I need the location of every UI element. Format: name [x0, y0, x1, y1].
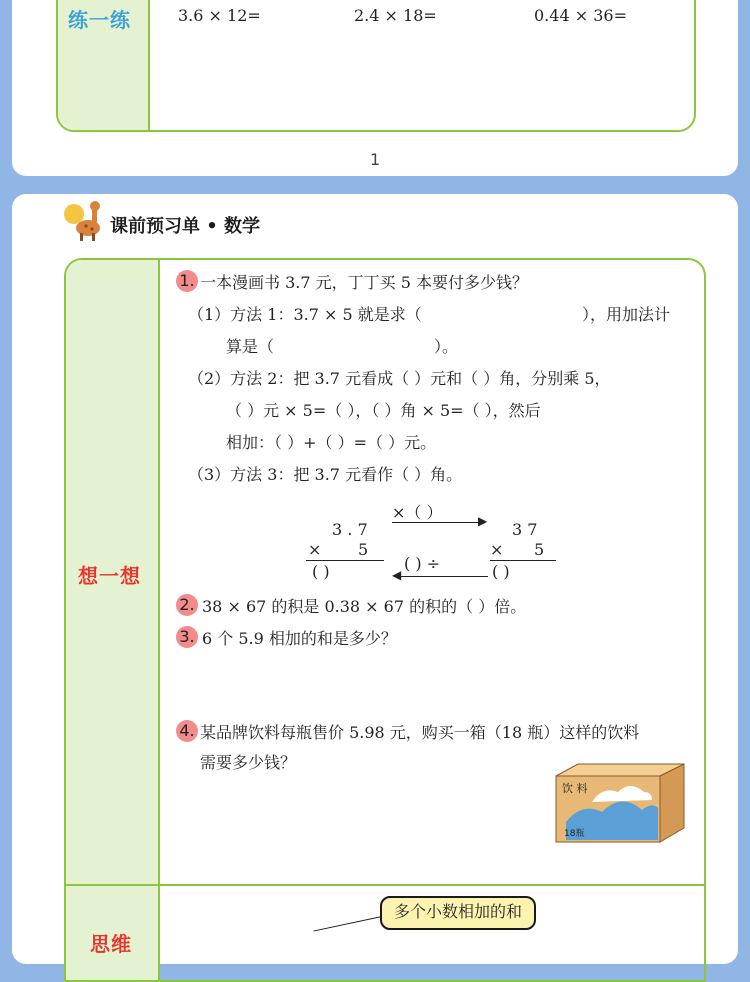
calc-right-top: 3 7: [512, 520, 538, 539]
exercise-2: 2.4 × 18=: [354, 6, 437, 25]
question-2-number: 2.: [176, 594, 198, 616]
q1-method1-line2: 算是（: [226, 337, 275, 356]
arrow-right-icon: ▶: [478, 514, 488, 528]
calc-left-rule: [306, 560, 384, 561]
giraffe-mascot-icon: [62, 200, 106, 242]
question-1-text: 一本漫画书 3.7 元，丁丁买 5 本要付多少钱？: [200, 273, 528, 292]
question-3-text: 6 个 5.9 相加的和是多少？: [202, 629, 397, 648]
calc-left-top: 3 . 7: [332, 520, 368, 539]
question-4-text-line1: 某品牌饮料每瓶售价 5.98 元，购买一箱（18 瓶）这样的饮料: [200, 723, 640, 742]
question-2-text: 38 × 67 的积是 0.38 × 67 的积的（ ）倍。: [202, 597, 527, 616]
drink-box-count: 18瓶: [564, 829, 585, 839]
calc-left-five: 5: [358, 540, 369, 559]
calc-right-result: ( ): [492, 562, 510, 581]
calc-right-rule: [490, 560, 556, 561]
question-4-text-line2: 需要多少钱？: [200, 753, 297, 772]
summary-bubble: 多个小数相加的和: [380, 896, 536, 930]
question-3-number: 3.: [176, 626, 198, 648]
question-1-number: 1.: [176, 270, 198, 292]
exercise-1: 3.6 × 12=: [178, 6, 261, 25]
drink-box-label: 饮 料: [562, 782, 588, 795]
think-label-column: [66, 260, 158, 980]
page-one: [12, 0, 738, 176]
q1-method2-line1: （2）方法 2：把 3.7 元看成（ ）元和（ ）角，分别乘 5，: [188, 369, 611, 388]
think-label: 想一想: [78, 564, 141, 588]
practice-box: [56, 0, 696, 132]
calc-arrow-top-label: ×（ ）: [392, 503, 443, 522]
page-two: [12, 194, 738, 964]
practice-label: 练一练: [68, 8, 131, 32]
q1-method1-line1-end: ），用加法计: [582, 305, 671, 324]
page-number: 1: [370, 150, 381, 169]
q1-method1-line1: （1）方法 1：3.7 × 5 就是求（: [188, 305, 422, 324]
calc-arrow-bottom: [396, 576, 488, 577]
calc-right-five: 5: [534, 540, 545, 559]
exercise-3: 0.44 × 36=: [534, 6, 627, 25]
header-title: 课前预习单 • 数学: [110, 216, 261, 237]
summary-label: 思维: [90, 932, 132, 956]
q1-method3-line1: （3）方法 3：把 3.7 元看作（ ）角。: [188, 465, 463, 484]
calc-arrow-top: [392, 522, 484, 523]
calc-left-mul: ×: [308, 540, 322, 559]
question-4-number: 4.: [176, 720, 198, 742]
calc-arrow-bottom-label: ( ) ÷: [404, 554, 441, 573]
arrow-left-icon: ◀: [392, 568, 402, 582]
q1-method1-line2-end: ）。: [434, 337, 459, 356]
q1-method2-line3: 相加：（ ）+（ ）=（ ）元。: [226, 433, 437, 452]
q1-method2-line2: （ ）元 × 5=（ ），（ ）角 × 5=（ ），然后: [226, 401, 541, 420]
calc-right-mul: ×: [490, 540, 504, 559]
calc-left-result: ( ): [312, 562, 330, 581]
